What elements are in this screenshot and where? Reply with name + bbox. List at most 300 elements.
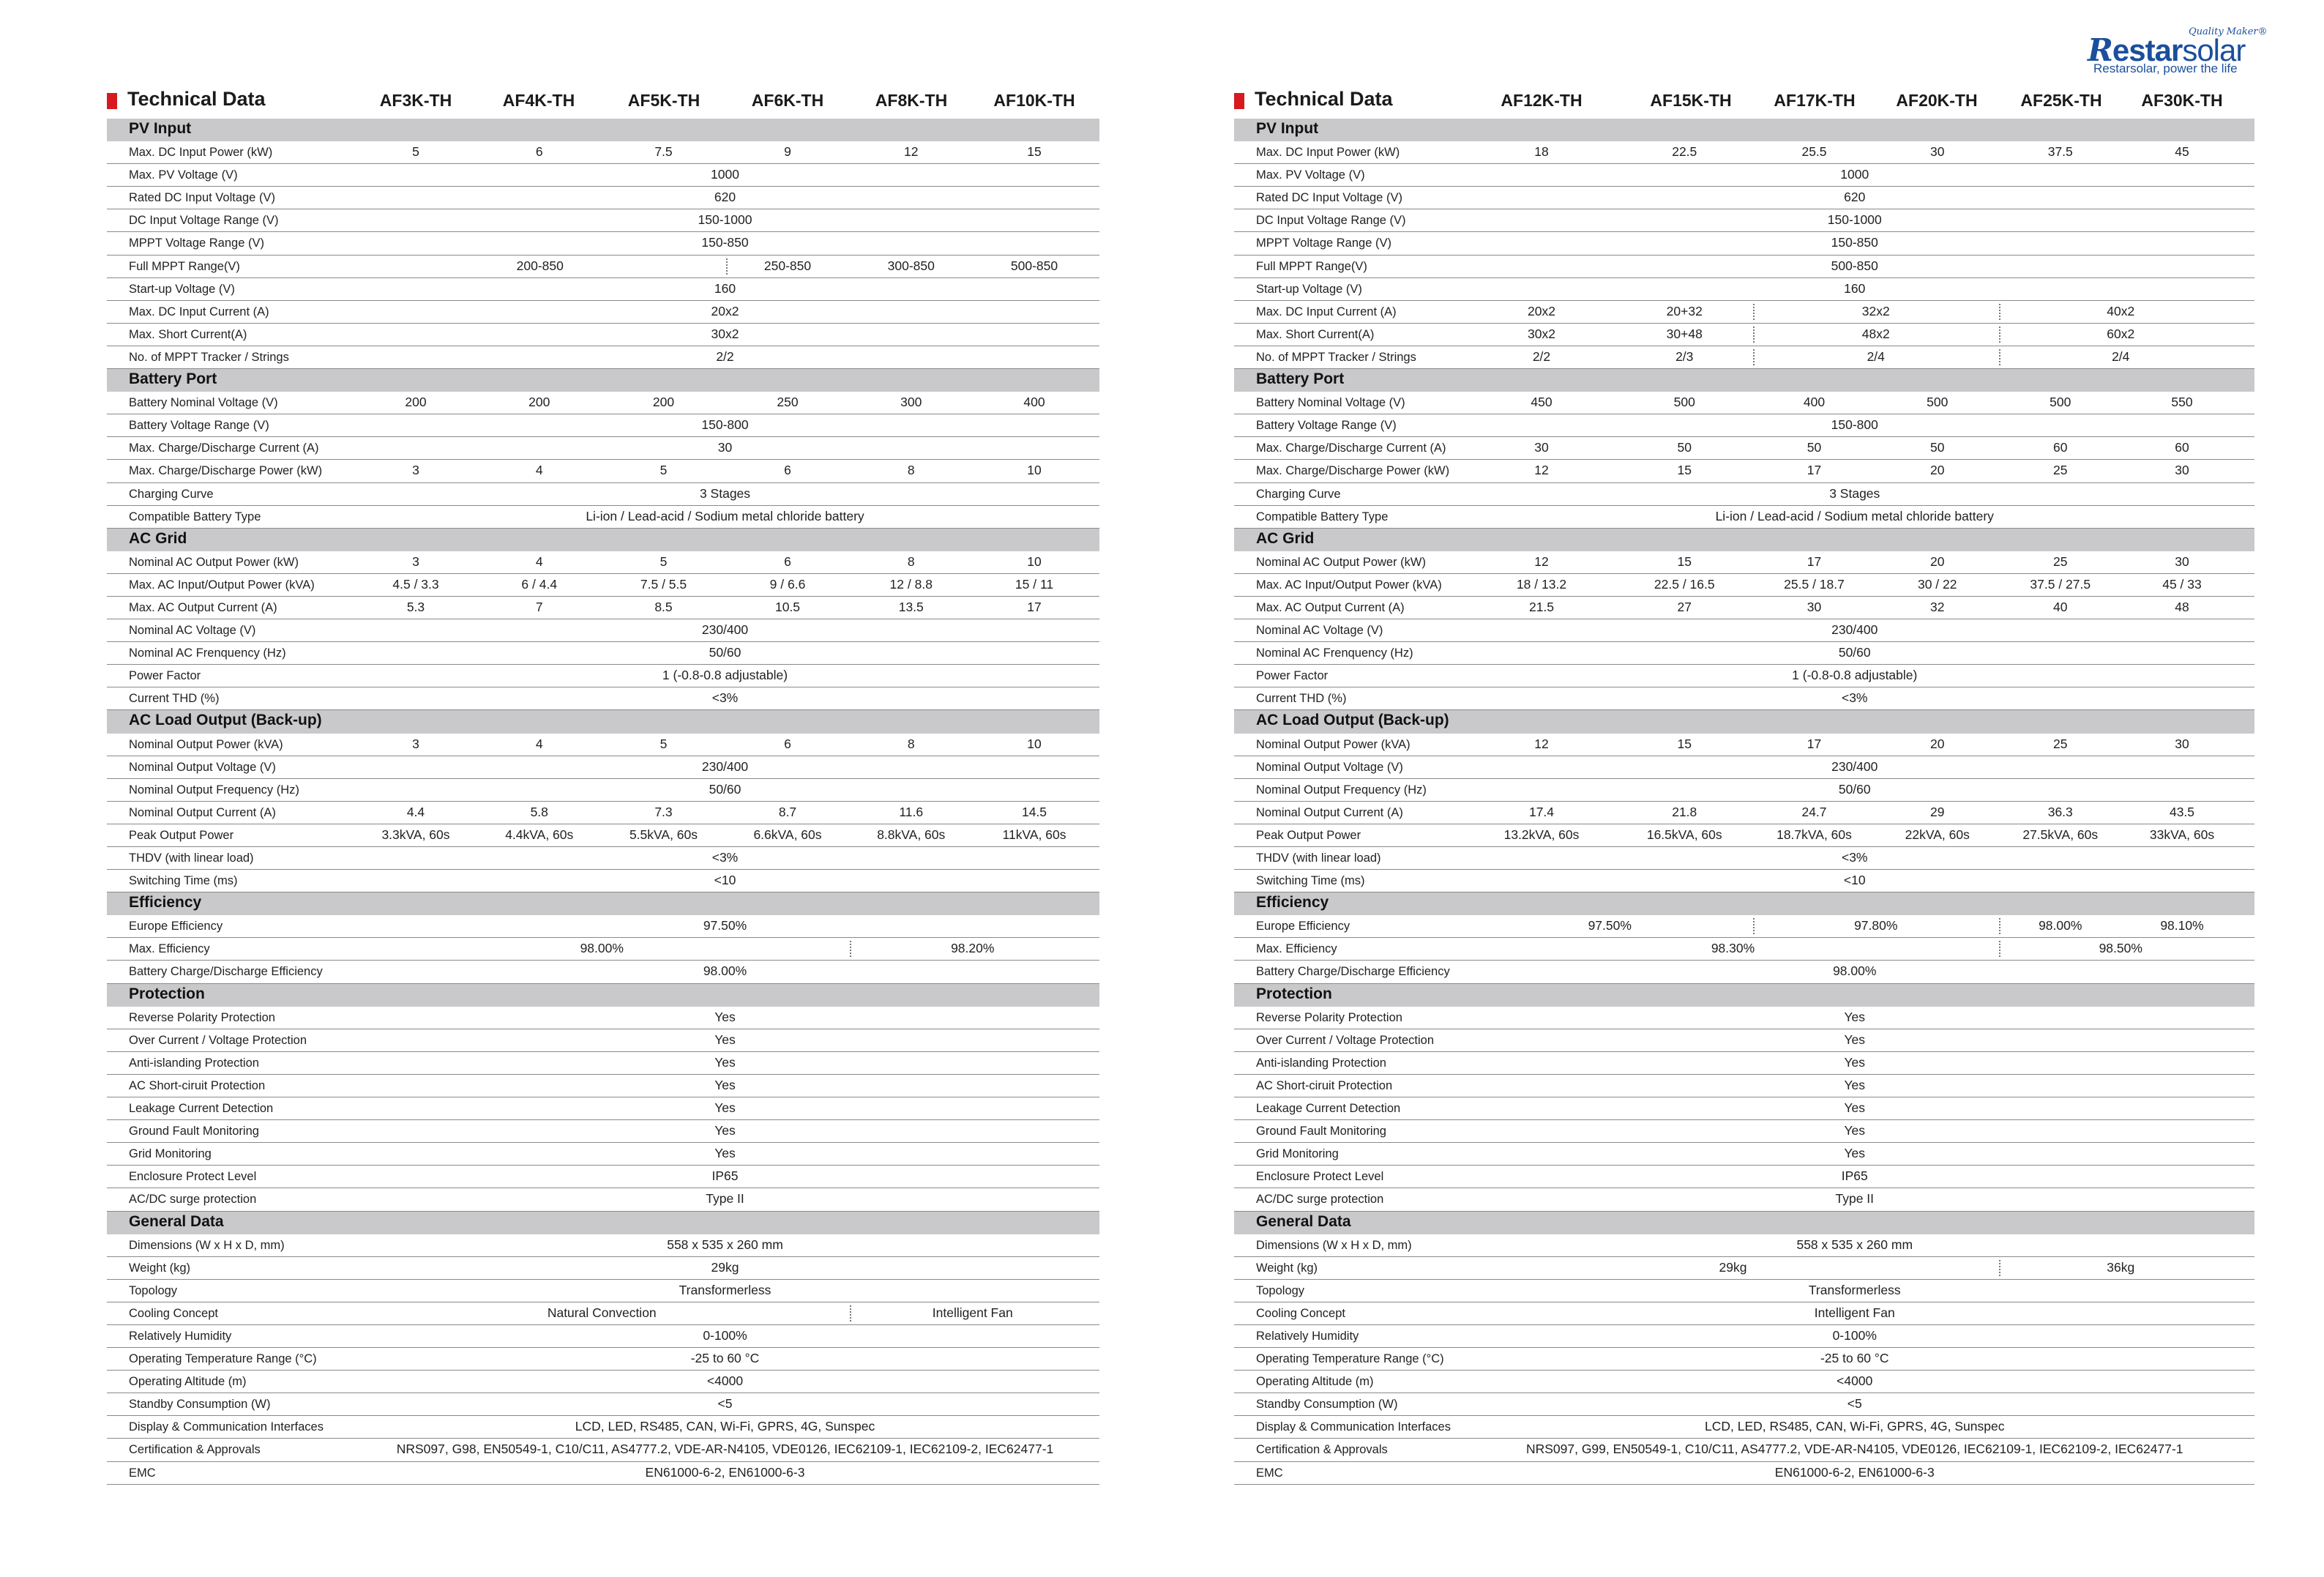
spec-value: 98.50% xyxy=(2099,941,2142,956)
spec-value: 3 xyxy=(412,553,419,569)
column-divider xyxy=(1999,304,2000,320)
spec-value: 30 xyxy=(1930,144,1945,160)
spec-value: 3 xyxy=(412,463,419,478)
spec-value: 7 xyxy=(535,599,543,614)
spec-value: <3% xyxy=(1841,850,1868,865)
spec-row xyxy=(1234,301,2254,324)
sheet-header xyxy=(107,86,1099,116)
spec-row xyxy=(1234,1234,2254,1257)
spec-value: 6 xyxy=(784,463,791,478)
spec-value: 25.5 / 18.7 xyxy=(1784,576,1845,592)
spec-row xyxy=(107,779,1099,802)
spec-value: <4000 xyxy=(1837,1373,1873,1389)
spec-value: 30 xyxy=(2175,463,2189,478)
spec-label: Nominal Output Frequency (Hz) xyxy=(129,783,299,797)
spec-value: 15 xyxy=(1677,553,1692,569)
spec-value: Yes xyxy=(1844,1100,1866,1116)
spec-value: 30 xyxy=(717,440,733,455)
spec-value: 20x2 xyxy=(711,303,739,318)
spec-value: 150-1000 xyxy=(1827,212,1882,228)
spec-label: Start-up Voltage (V) xyxy=(1256,282,1362,296)
spec-label: DC Input Voltage Range (V) xyxy=(129,214,279,228)
spec-value: 18.7kVA, 60s xyxy=(1776,827,1852,842)
spec-value: <3% xyxy=(711,850,739,865)
spec-label: AC Short-ciruit Protection xyxy=(1256,1078,1393,1092)
spec-value: 8.8kVA, 60s xyxy=(877,827,946,842)
spec-row xyxy=(107,915,1099,938)
spec-value: 13.5 xyxy=(898,599,924,614)
spec-value: 25 xyxy=(2053,463,2068,478)
spec-value: 9 / 6.6 xyxy=(769,576,806,592)
spec-label: Battery Voltage Range (V) xyxy=(129,419,269,433)
spec-value: 97.50% xyxy=(1588,918,1632,933)
spec-value: 17 xyxy=(1806,553,1822,569)
spec-row xyxy=(1234,938,2254,961)
section-title: Efficiency xyxy=(129,894,202,911)
spec-label: Grid Monitoring xyxy=(1256,1147,1339,1161)
section-header xyxy=(107,892,1099,915)
spec-value: 4 xyxy=(535,736,543,751)
spec-value: 6 xyxy=(784,736,791,751)
spec-label: Battery Charge/Discharge Efficiency xyxy=(129,965,323,979)
column-divider xyxy=(1753,918,1755,934)
spec-row xyxy=(1234,824,2254,847)
spec-label: Peak Output Power xyxy=(129,828,234,842)
spec-label: Start-up Voltage (V) xyxy=(129,282,235,296)
spec-value: 230/400 xyxy=(1831,622,1878,638)
spec-value: 40x2 xyxy=(2107,303,2135,318)
spec-value: 150-850 xyxy=(1831,235,1878,250)
spec-label: Grid Monitoring xyxy=(129,1147,212,1161)
spec-value: 27.5kVA, 60s xyxy=(2022,827,2099,842)
spec-value: Li-ion / Lead-acid / Sodium metal chloride battery xyxy=(586,508,864,523)
spec-value: Yes xyxy=(1844,1077,1866,1092)
spec-value: Intelligent Fan xyxy=(932,1305,1013,1320)
spec-row xyxy=(1234,574,2254,597)
spec-label: Max. Efficiency xyxy=(129,942,210,956)
spec-value: 98.30% xyxy=(1711,941,1755,956)
spec-value: 37.5 xyxy=(2047,144,2073,160)
spec-label: Operating Altitude (m) xyxy=(129,1375,247,1389)
model-header: AF6K-TH xyxy=(751,91,824,110)
spec-row xyxy=(1234,1325,2254,1348)
spec-value: 5.8 xyxy=(530,804,548,819)
spec-value: Type II xyxy=(706,1191,744,1207)
spec-label: Battery Nominal Voltage (V) xyxy=(129,396,278,410)
spec-value: 150-800 xyxy=(1831,417,1878,433)
spec-label: Max. DC Input Power (kW) xyxy=(129,146,273,160)
spec-label: Switching Time (ms) xyxy=(1256,874,1365,888)
spec-label: Anti-islanding Protection xyxy=(1256,1056,1386,1070)
spec-value: 2/2 xyxy=(1532,348,1551,364)
spec-value: 230/400 xyxy=(1831,758,1878,774)
section-header xyxy=(107,984,1099,1007)
spec-value: 32x2 xyxy=(1861,303,1890,318)
spec-value: LCD, LED, RS485, CAN, Wi-Fi, GPRS, 4G, Sunspec xyxy=(1705,1419,2005,1434)
spec-row xyxy=(1234,1393,2254,1416)
spec-row xyxy=(1234,1188,2254,1211)
spec-value: 97.50% xyxy=(703,918,747,933)
spec-row xyxy=(1234,665,2254,687)
spec-value: 60x2 xyxy=(2107,326,2135,341)
spec-label: Dimensions (W x H x D, mm) xyxy=(129,1238,285,1252)
spec-row xyxy=(107,483,1099,506)
spec-value: Natural Convection xyxy=(547,1305,657,1320)
spec-label: No. of MPPT Tracker / Strings xyxy=(129,350,289,364)
section-title: Battery Port xyxy=(129,370,217,388)
spec-value: 230/400 xyxy=(701,758,749,774)
spec-value: 21.8 xyxy=(1672,804,1697,819)
spec-value: 20 xyxy=(1930,463,1945,478)
spec-value: <5 xyxy=(1847,1396,1862,1412)
spec-value: 2/3 xyxy=(1675,348,1694,364)
spec-row xyxy=(107,1007,1099,1029)
spec-value: 29kg xyxy=(711,1259,739,1275)
spec-label: Weight (kg) xyxy=(1256,1261,1318,1275)
column-divider xyxy=(850,1305,851,1321)
spec-value: 4 xyxy=(535,463,543,478)
spec-row xyxy=(107,1120,1099,1143)
section-header xyxy=(1234,1212,2254,1234)
section-header xyxy=(1234,369,2254,392)
spec-value: 300 xyxy=(900,395,922,410)
spec-label: Nominal Output Voltage (V) xyxy=(1256,760,1403,774)
spec-label: Nominal Output Frequency (Hz) xyxy=(1256,783,1427,797)
spec-row xyxy=(1234,1143,2254,1166)
spec-row xyxy=(1234,232,2254,255)
spec-label: Relatively Humidity xyxy=(129,1329,232,1343)
spec-label: Max. DC Input Current (A) xyxy=(129,305,269,318)
spec-row xyxy=(107,1462,1099,1485)
spec-label: Max. DC Input Current (A) xyxy=(1256,305,1397,318)
spec-value: 30 xyxy=(2175,553,2189,569)
spec-value: EN61000-6-2, EN61000-6-3 xyxy=(645,1464,805,1480)
logo-brand: Restarsolar xyxy=(2088,32,2246,68)
spec-label: Battery Charge/Discharge Efficiency xyxy=(1256,965,1450,979)
sheet-title: Technical Data xyxy=(1255,88,1393,110)
spec-row xyxy=(107,1371,1099,1393)
spec-row xyxy=(1234,1052,2254,1075)
spec-row xyxy=(107,802,1099,824)
spec-row xyxy=(107,619,1099,642)
spec-row xyxy=(107,1348,1099,1371)
spec-row xyxy=(1234,734,2254,756)
spec-value: 29kg xyxy=(1719,1259,1747,1275)
spec-label: Nominal Output Power (kVA) xyxy=(1256,737,1411,751)
spec-value: 1 (-0.8-0.8 adjustable) xyxy=(662,668,788,683)
spec-label: Reverse Polarity Protection xyxy=(129,1010,275,1024)
spec-row xyxy=(107,1325,1099,1348)
spec-value: 10 xyxy=(1027,553,1042,569)
spec-value: 33kVA, 60s xyxy=(2149,827,2215,842)
spec-value: 8.5 xyxy=(654,599,673,614)
spec-value: 50 xyxy=(1677,440,1692,455)
spec-label: AC/DC surge protection xyxy=(1256,1193,1384,1207)
spec-value: 200 xyxy=(528,395,550,410)
spec-value: 160 xyxy=(714,280,736,296)
spec-row xyxy=(1234,209,2254,232)
logo-tagline: Quality Maker® xyxy=(2189,26,2268,37)
spec-label: Max. PV Voltage (V) xyxy=(1256,168,1365,182)
spec-row xyxy=(1234,414,2254,437)
spec-value: 17 xyxy=(1806,463,1822,478)
spec-label: Switching Time (ms) xyxy=(129,874,238,888)
model-header: AF30K-TH xyxy=(2141,91,2223,110)
spec-value: 13.2kVA, 60s xyxy=(1503,827,1580,842)
spec-value: 24.7 xyxy=(1801,804,1827,819)
spec-label: Max. Charge/Discharge Power (kW) xyxy=(129,464,323,478)
section-header xyxy=(1234,119,2254,141)
spec-row xyxy=(107,187,1099,209)
spec-value: NRS097, G98, EN50549-1, C10/C11, AS4777.2, VDE-AR-N4105, VDE0126, IEC62109-1, IEC62109-2, IEC62477-1 xyxy=(396,1442,1054,1457)
spec-row xyxy=(1234,597,2254,619)
spec-row xyxy=(1234,870,2254,892)
section-title: General Data xyxy=(129,1212,224,1230)
spec-value: 50/60 xyxy=(709,781,741,797)
spec-row xyxy=(1234,437,2254,460)
spec-value: 7.5 xyxy=(654,144,673,160)
spec-label: Current THD (%) xyxy=(129,692,220,706)
spec-row xyxy=(1234,187,2254,209)
section-header xyxy=(1234,710,2254,733)
spec-value: 98.00% xyxy=(703,963,747,979)
column-divider xyxy=(850,941,851,957)
spec-label: Full MPPT Range(V) xyxy=(129,259,240,273)
spec-row xyxy=(107,346,1099,369)
spec-row xyxy=(107,164,1099,187)
spec-table xyxy=(1234,119,2254,1485)
spec-label: Nominal AC Output Power (kW) xyxy=(129,555,299,569)
spec-value: 36.3 xyxy=(2047,804,2073,819)
spec-value: 2/2 xyxy=(716,348,734,364)
spec-row xyxy=(1234,346,2254,369)
spec-label: Compatible Battery Type xyxy=(129,510,261,523)
spec-row xyxy=(1234,915,2254,938)
spec-value: 17 xyxy=(1027,599,1042,614)
spec-row xyxy=(107,642,1099,665)
spec-value: 17 xyxy=(1806,736,1822,751)
spec-value: Yes xyxy=(1844,1009,1866,1024)
spec-label: Max. DC Input Power (kW) xyxy=(1256,146,1400,160)
spec-value: 30+48 xyxy=(1666,326,1703,341)
spec-value: 2/4 xyxy=(2112,348,2130,364)
spec-label: Europe Efficiency xyxy=(1256,920,1350,933)
spec-value: Yes xyxy=(1844,1146,1866,1161)
spec-value: 8 xyxy=(907,463,915,478)
spec-row xyxy=(1234,141,2254,164)
spec-value: Li-ion / Lead-acid / Sodium metal chloride battery xyxy=(1715,508,1994,523)
spec-label: Over Current / Voltage Protection xyxy=(129,1033,307,1047)
section-header xyxy=(107,529,1099,551)
spec-label: Topology xyxy=(129,1283,178,1297)
spec-row xyxy=(107,574,1099,597)
spec-row xyxy=(1234,1257,2254,1280)
spec-row xyxy=(107,1029,1099,1052)
spec-row xyxy=(107,1075,1099,1097)
section-header xyxy=(107,119,1099,141)
spec-row xyxy=(1234,1075,2254,1097)
spec-value: <3% xyxy=(1841,690,1868,706)
spec-value: <4000 xyxy=(706,1373,744,1389)
spec-value: 98.10% xyxy=(2160,918,2204,933)
spec-row xyxy=(1234,324,2254,346)
spec-value: 558 x 535 x 260 mm xyxy=(667,1237,783,1252)
title-marker-icon xyxy=(1234,93,1244,109)
spec-row xyxy=(107,938,1099,961)
spec-value: 50/60 xyxy=(1838,645,1871,660)
spec-value: 620 xyxy=(714,190,736,205)
spec-value: 5 xyxy=(660,463,668,478)
spec-value: 10 xyxy=(1027,463,1042,478)
spec-value: 3 xyxy=(412,736,419,751)
spec-label: Standby Consumption (W) xyxy=(129,1398,271,1412)
spec-value: 29 xyxy=(1930,804,1945,819)
spec-value: 30x2 xyxy=(1528,326,1555,341)
spec-value: 45 / 33 xyxy=(2162,576,2202,592)
spec-label: Power Factor xyxy=(129,669,201,683)
spec-value: 12 / 8.8 xyxy=(889,576,933,592)
spec-row xyxy=(1234,1120,2254,1143)
spec-label: Leakage Current Detection xyxy=(1256,1102,1401,1116)
spec-label: Weight (kg) xyxy=(129,1261,191,1275)
spec-row xyxy=(107,414,1099,437)
spec-label: Cooling Concept xyxy=(1256,1306,1345,1320)
spec-value: 32 xyxy=(1930,599,1945,614)
spec-row xyxy=(107,824,1099,847)
model-header: AF12K-TH xyxy=(1501,91,1583,110)
spec-label: Cooling Concept xyxy=(129,1306,218,1320)
spec-value: 6 xyxy=(535,144,543,160)
spec-label: Rated DC Input Voltage (V) xyxy=(129,191,275,205)
spec-value: 5.5kVA, 60s xyxy=(629,827,698,842)
spec-label: Anti-islanding Protection xyxy=(129,1056,259,1070)
spec-label: Max. Charge/Discharge Current (A) xyxy=(1256,441,1446,455)
spec-label: Rated DC Input Voltage (V) xyxy=(1256,191,1402,205)
spec-label: Enclosure Protect Level xyxy=(129,1170,257,1184)
spec-value: NRS097, G99, EN50549-1, C10/C11, AS4777.2, VDE-AR-N4105, VDE0126, IEC62109-1, IEC62109-2, IEC62477-1 xyxy=(1525,1442,2183,1457)
section-title: Battery Port xyxy=(1256,370,1345,388)
spec-value: Yes xyxy=(1844,1054,1866,1070)
spec-row xyxy=(1234,1007,2254,1029)
spec-value: 5 xyxy=(412,144,419,160)
spec-label: Current THD (%) xyxy=(1256,692,1347,706)
spec-value: 150-800 xyxy=(701,417,749,433)
spec-row xyxy=(107,1234,1099,1257)
spec-value: 98.00% xyxy=(1833,963,1877,979)
spec-row xyxy=(107,870,1099,892)
spec-value: Intelligent Fan xyxy=(1814,1305,1895,1320)
spec-label: Dimensions (W x H x D, mm) xyxy=(1256,1238,1412,1252)
spec-value: 50 xyxy=(1930,440,1945,455)
spec-row xyxy=(107,324,1099,346)
spec-value: LCD, LED, RS485, CAN, Wi-Fi, GPRS, 4G, Sunspec xyxy=(575,1419,875,1434)
spec-row xyxy=(1234,1280,2254,1302)
spec-value: 25 xyxy=(2053,736,2068,751)
spec-value: 2/4 xyxy=(1867,348,1885,364)
spec-row xyxy=(107,961,1099,983)
spec-row xyxy=(107,209,1099,232)
spec-value: 550 xyxy=(2171,395,2193,410)
spec-value: 250 xyxy=(777,395,799,410)
section-title: AC Load Output (Back-up) xyxy=(129,712,322,729)
section-title: AC Load Output (Back-up) xyxy=(1256,712,1449,729)
spec-row xyxy=(107,1097,1099,1120)
spec-value: 150-850 xyxy=(701,235,749,250)
spec-row xyxy=(1234,642,2254,665)
spec-label: Topology xyxy=(1256,1283,1305,1297)
spec-value: 12 xyxy=(1534,553,1549,569)
spec-value: 3.3kVA, 60s xyxy=(381,827,450,842)
spec-label: Battery Voltage Range (V) xyxy=(1256,419,1397,433)
spec-row xyxy=(107,392,1099,414)
spec-row xyxy=(1234,1348,2254,1371)
spec-value: 50 xyxy=(1806,440,1822,455)
spec-label: Standby Consumption (W) xyxy=(1256,1398,1398,1412)
spec-row xyxy=(107,847,1099,870)
spec-value: 5 xyxy=(660,553,668,569)
model-header: AF3K-TH xyxy=(379,91,452,110)
spec-value: 98.00% xyxy=(2039,918,2082,933)
spec-row xyxy=(107,1166,1099,1188)
spec-row xyxy=(107,687,1099,710)
spec-value: 400 xyxy=(1803,395,1826,410)
spec-value: -25 to 60 °C xyxy=(690,1351,760,1366)
spec-row xyxy=(107,1143,1099,1166)
spec-row xyxy=(107,551,1099,574)
spec-label: Certification & Approvals xyxy=(129,1443,261,1457)
spec-label: Max. AC Output Current (A) xyxy=(129,600,277,614)
spec-value: 14.5 xyxy=(1021,804,1047,819)
spec-value: 20 xyxy=(1930,736,1945,751)
spec-value: 30 / 22 xyxy=(1917,576,1957,592)
spec-label: Ground Fault Monitoring xyxy=(1256,1125,1386,1138)
spec-value: 50/60 xyxy=(1838,781,1871,797)
spec-row xyxy=(1234,1371,2254,1393)
spec-label: Display & Communication Interfaces xyxy=(1256,1420,1451,1434)
section-title: AC Grid xyxy=(129,529,187,547)
spec-row xyxy=(1234,1462,2254,1485)
spec-value: 27 xyxy=(1677,599,1692,614)
spec-row xyxy=(1234,619,2254,642)
logo-brand-regular: solar xyxy=(2182,33,2246,67)
spec-value: 6 / 4.4 xyxy=(521,576,558,592)
spec-value: 200 xyxy=(405,395,427,410)
spec-value: Yes xyxy=(714,1146,736,1161)
spec-row xyxy=(1234,392,2254,414)
spec-label: Leakage Current Detection xyxy=(129,1102,274,1116)
logo-brand-bold: estar xyxy=(2112,33,2183,67)
spec-value: Transformerless xyxy=(679,1282,771,1297)
spec-value: 3 Stages xyxy=(1829,485,1880,501)
spec-value: 3 Stages xyxy=(699,485,751,501)
spec-label: MPPT Voltage Range (V) xyxy=(129,236,264,250)
spec-label: EMC xyxy=(129,1466,156,1480)
section-header xyxy=(107,710,1099,733)
spec-row xyxy=(107,1257,1099,1280)
spec-value: 400 xyxy=(1023,395,1045,410)
section-header xyxy=(1234,984,2254,1007)
spec-label: Nominal AC Output Power (kW) xyxy=(1256,555,1426,569)
spec-value: 250-850 xyxy=(763,258,812,273)
spec-label: Reverse Polarity Protection xyxy=(1256,1010,1402,1024)
spec-value: 8 xyxy=(907,736,915,751)
spec-value: 0-100% xyxy=(1832,1327,1877,1343)
spec-value: EN61000-6-2, EN61000-6-3 xyxy=(1774,1464,1935,1480)
spec-label: Operating Altitude (m) xyxy=(1256,1375,1374,1389)
column-divider xyxy=(1753,327,1755,343)
spec-label: Nominal AC Frenquency (Hz) xyxy=(1256,646,1413,660)
logo-slogan: Restarsolar, power the life xyxy=(2093,61,2238,75)
